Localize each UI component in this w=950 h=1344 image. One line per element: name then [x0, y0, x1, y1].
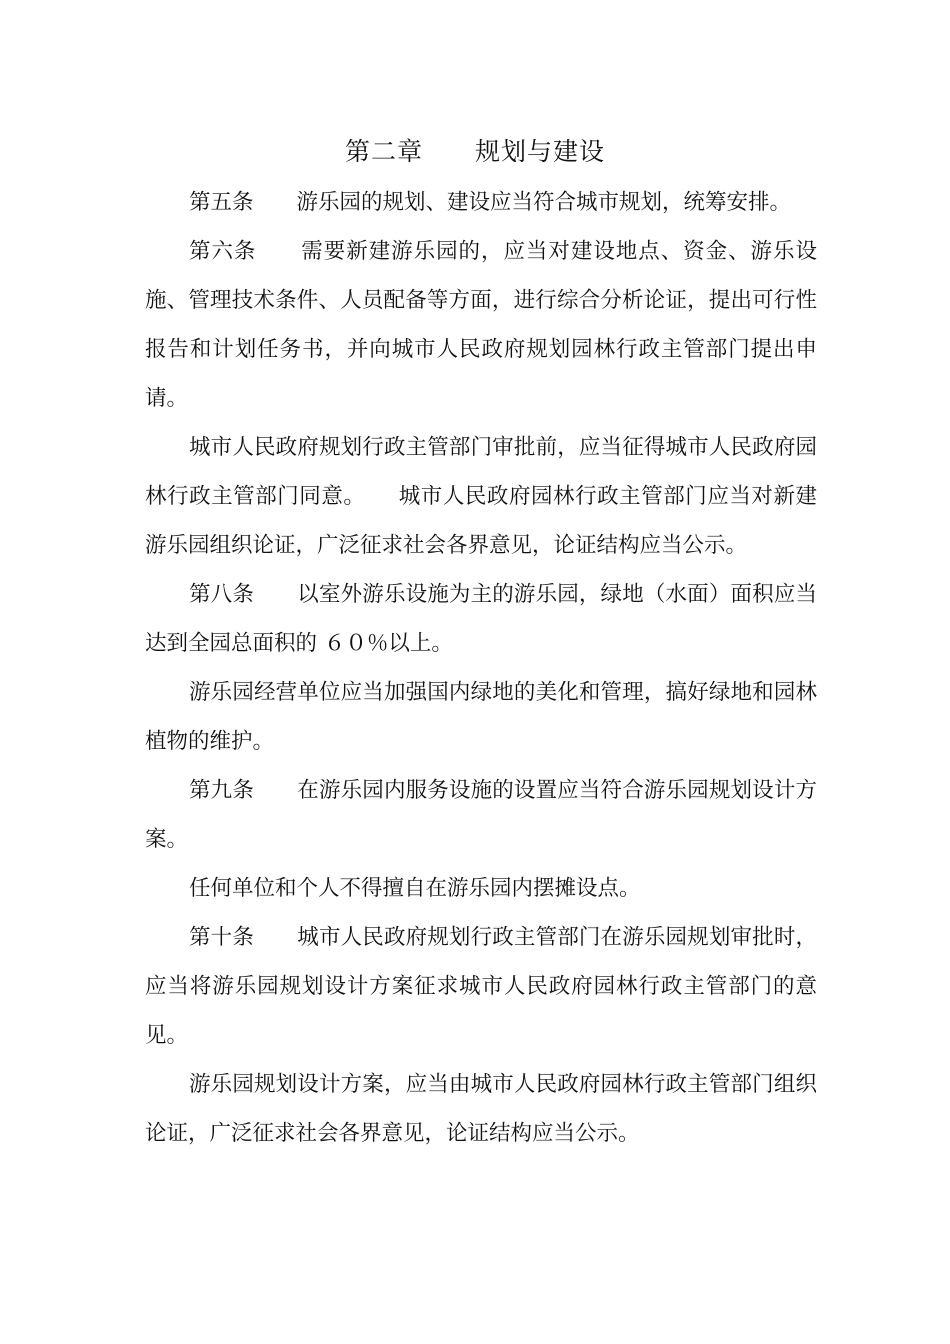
greenspace-maintenance-paragraph: 游乐园经营单位应当加强国内绿地的美化和管理，搞好绿地和园林植物的维护。: [145, 680, 817, 754]
plan-review-paragraph: 游乐园规划设计方案，应当由城市人民政府园林行政主管部门组织论证，广泛征求社会各界意见，论证结构应当公示。: [145, 1072, 817, 1146]
chapter-title: 第二章 规划与建设: [344, 137, 605, 166]
article-5-paragraph: 第五条 游乐园的规划、建设应当符合城市规划，统筹安排。: [189, 190, 792, 215]
article-8-paragraph: 第八条 以室外游乐设施为主的游乐园，绿地（水面）面积应当达到全园总面积的 ６０％以上。: [145, 582, 817, 656]
no-stalls-paragraph: 任何单位和个人不得擅自在游乐园内摆摊设点。: [189, 876, 641, 901]
document-body: [145, 178, 817, 1158]
article-10-paragraph: 第十条 城市人民政府规划行政主管部门在游乐园规划审批时，应当将游乐园规划设计方案征求城市人民政府园林行政主管部门的意见。: [145, 925, 817, 1048]
approval-paragraph: 城市人民政府规划行政主管部门审批前，应当征得城市人民政府园林行政主管部门同意。 城市人民政府园林行政主管部门应当对新建游乐园组织论证，广泛征求社会各界意见，论证结构应当公示。: [145, 435, 817, 558]
article-6-paragraph: 第六条 需要新建游乐园的，应当对建设地点、资金、游乐设施、管理技术条件、人员配备等方面，进行综合分析论证，提出可行性报告和计划任务书，并向城市人民政府规划园林行政主管部门提出申请。: [145, 239, 817, 411]
article-9-paragraph: 第九条 在游乐园内服务设施的设置应当符合游乐园规划设计方案。: [145, 778, 817, 852]
